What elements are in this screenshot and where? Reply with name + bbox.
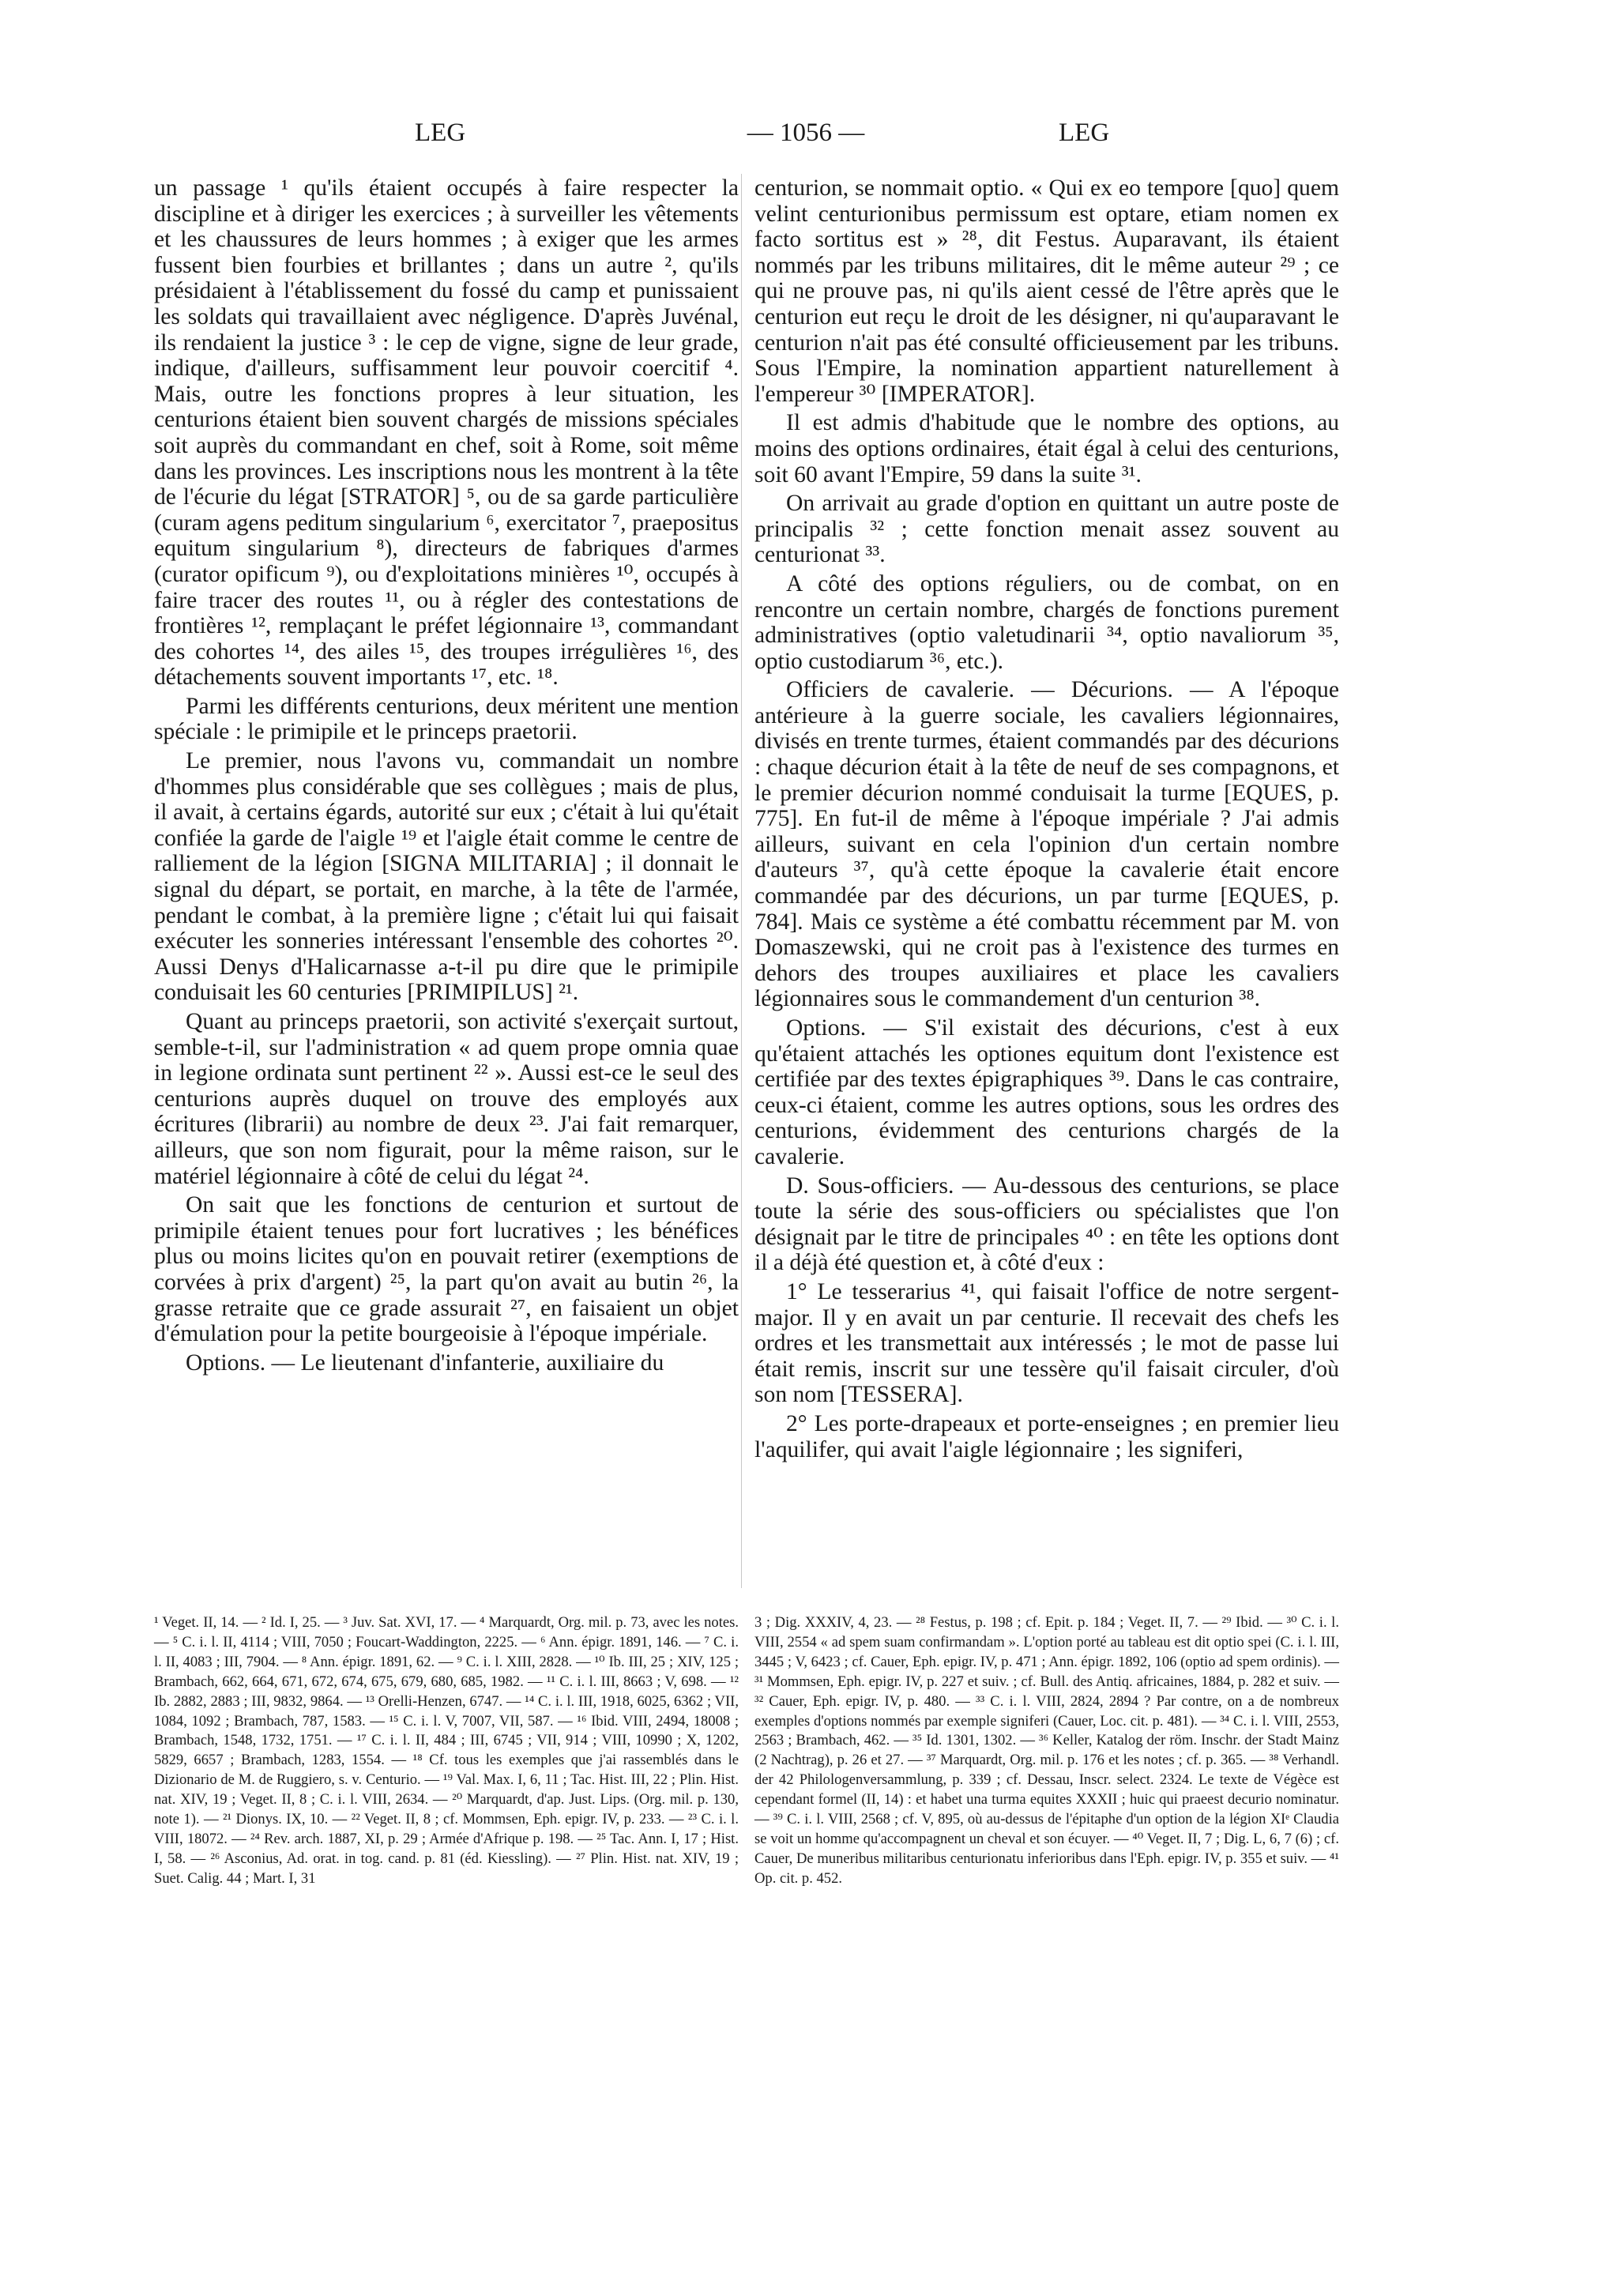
footnotes-right: 3 ; Dig. XXXIV, 4, 23. — ²⁸ Festus, p. 198 ; cf. Epit. p. 184 ; Veget. II, 7. — ²⁹ Ibid. — ³⁰ C. i. l. VIII, 2554 « ad spem suam confirmandam ». L'option porté au tableau est dit optio spei (C. i. l. III, 3445 ; V, 6423 ; cf. Cauer, Eph. epigr. IV, p. 471 ; Ann. épigr. 1892, 106 (optio ad spem ordinis). — ³¹ Mommsen, Eph. epigr. IV, p. 227 et suiv. ; cf. Bull. des Antiq. africaines, 1884, p. 282 et suiv. — ³² Cauer, Eph. epigr. IV, p. 480. — ³³ C. i. l. VIII, 2824, 2894 ? Par contre, on a de nombreux exemples d'options nommés par exemple signiferi (Cauer, Loc. cit. p. 481). — ³⁴ C. i. l. VIII, 2553, 2563 ; Brambach, 462. — ³⁵ Id. 1301, 1302. — ³⁶ Keller, Katalog der röm. Inschr. der Stadt Mainz (2 Nachtrag), p. 26 et 27. — ³⁷ Marquardt, Org. mil. p. 176 et les notes ; cf. p. 365. — ³⁸ Verhandl. der 42 Philologenversammlung, p. 339 ; cf. Dessau, Inscr. select. 2324. Le texte de Végèce est cependant formel (II, 14) : et habet una turma equites XXXII ; huic qui praeest decurio nominatur. — ³⁹ C. i. l. VIII, 2568 ; cf. V, 895, où au-dessus de l'épitaphe d'un option de la légion XIᵉ Claudia se voit un homme qu'accompagnent un cheval et son écuyer. — ⁴⁰ Veget. II, 7 ; Dig. L, 6, 7 (6) ; cf. Cauer, De muneribus militaribus centurionatu inferioribus dans l'Eph. epigr. IV, p. 355 et suiv. — ⁴¹ Op. cit. p. 452. [754,1614,1339,1887]
left-column [154,175,739,1376]
paragraph: Options. — S'il existait des décurions, c'est à eux qu'étaient attachés les optiones equitum dont l'existence est certifiée par des textes épigraphiques ³⁹. Dans le cas contraire, ceux-ci étaient, comme les autres options, sous les ordres des centurions, évidemment des centurions chargés de la cavalerie. [754,1015,1339,1169]
paragraph: Quant au princeps praetorii, son activité s'exerçait surtout, semble-t-il, sur l'administration « ad quem prope omnia quae in legione ordinata sunt pertinent ²² ». Aussi est-ce le seul des centurions auprès duquel on trouve des employés aux écritures (librarii) au nombre de deux ²³. J'ai fait remarquer, ailleurs, que son nom figurait, pour la même raison, sur le matériel légionnaire à côté de celui du légat ²⁴. [154,1009,739,1189]
paragraph: Officiers de cavalerie. — Décurions. — A l'époque antérieure à la guerre sociale, les cavaliers légionnaires, divisés en trente turmes, étaient commandés par des décurions : chaque décurion était à la tête de neuf de ses compagnons, et le premier décurion nommé conduisait la turme [EQUES, p. 775]. En fut-il de même à l'époque impériale ? J'ai admis ailleurs, suivant en cela l'opinion d'un certain nombre d'auteurs ³⁷, qu'à cette époque la cavalerie était encore commandée par des décurions, un par turme [EQUES, p. 784]. Mais ce système a été combattu récemment par M. von Domaszewski, qui ne croit pas à l'existence des turmes en dehors des troupes auxiliaires et place les cavaliers légionnaires sous le commandement d'un centurion ³⁸. [754,677,1339,1012]
running-head-left: LEG [415,119,466,147]
paragraph: On sait que les fonctions de centurion et surtout de primipile étaient tenues pour fort lucratives ; les bénéfices plus ou moins licites qu'on en pouvait retirer (exemptions de corvées à prix d'argent) ²⁵, la part qu'on avait au butin ²⁶, la grasse retraite que ce grade assurait ²⁷, en faisaient un objet d'émulation pour la petite bourgeoisie à l'époque impériale. [154,1192,739,1347]
paragraph: centurion, se nommait optio. « Qui ex eo tempore [quo] quem velint centurionibus permissum est optare, etiam nomen ex facto sortitus est » ²⁸, dit Festus. Auparavant, ils étaient nommés par les tribuns militaires, dit le même auteur ²⁹ ; ce qui ne prouve pas, ni qu'ils aient cessé de l'être après que le centurion eut reçu le droit de les désigner, ni qu'auparavant le centurion n'ait pas été consulté officieusement par les tribuns. Sous l'Empire, la nomination appartient naturellement à l'empereur ³⁰ [IMPERATOR]. [754,175,1339,407]
paragraph: Options. — Le lieutenant d'infanterie, auxiliaire du [186,1349,664,1376]
paragraph: Le premier, nous l'avons vu, commandait un nombre d'hommes plus considérable que ses collègues ; mais de plus, il avait, à certains égards, autorité sur eux ; c'était à lui qu'était confiée la garde de l'aigle ¹⁹ et l'aigle était comme le centre de ralliement de la légion [SIGNA MILITARIA] ; il donnait le signal du départ, se portait, en marche, à la tête de l'armée, pendant le combat, à la première ligne ; c'était lui qui faisait exécuter les sonneries intéressant l'ensemble des cohortes ²⁰. Aussi Denys d'Halicarnasse a-t-il pu dire que le primipile conduisait les 60 centuries [PRIMIPILUS] ²¹. [154,748,739,1006]
paragraph: Parmi les différents centurions, deux méritent une mention spéciale : le primipile et le princeps praetorii. [154,693,739,745]
right-column [754,175,1339,1462]
paragraph: Il est admis d'habitude que le nombre des options, au moins des options ordinaires, était égal à celui des centurions, soit 60 avant l'Empire, 59 dans la suite ³¹. [754,410,1339,487]
paragraph: On arrivait au grade d'option en quittant un autre poste de principalis ³² ; cette fonction menait assez souvent au centurionat ³³. [754,491,1339,568]
paragraph: un passage ¹ qu'ils étaient occupés à faire respecter la discipline et à diriger les exercices ; à surveiller les vêtements et les chaussures de leurs hommes ; à exiger que les armes fussent bien fourbies et brillantes ; dans un autre ², qu'ils présidaient à l'établissement du fossé du camp et punissaient les soldats qui travaillaient avec négligence. D'après Juvénal, ils rendaient la justice ³ : le cep de vigne, signe de leur grade, indique, d'ailleurs, suffisamment leur pouvoir coercitif ⁴. Mais, outre les fonctions propres à leur situation, les centurions étaient bien souvent chargés de missions spéciales soit auprès du commandant en chef, soit à Rome, soit même dans les provinces. Les inscriptions nous les montrent à la tête de l'écurie du légat [STRATOR] ⁵, ou de sa garde particulière (curam agens peditum singularium ⁶, exercitator ⁷, praepositus equitum singularium ⁸), directeurs de fabriques d'armes (curator opificum ⁹), ou d'exploitations minières ¹⁰, occupés à faire tracer des routes ¹¹, ou à régler des contestations de frontières ¹², remplaçant le préfet légionnaire ¹³, commandant des cohortes ¹⁴, des ailes ¹⁵, des troupes irrégulières ¹⁶, des détachements souvent importants ¹⁷, etc. ¹⁸. [154,175,739,691]
running-head-right: LEG [1059,119,1110,147]
paragraph: A côté des options réguliers, ou de combat, on en rencontre un certain nombre, chargés de fonctions purement administratives (optio valetudinarii ³⁴, optio navaliorum ³⁵, optio custodiarum ³⁶, etc.). [754,570,1339,674]
paragraph: D. Sous-officiers. — Au-dessous des centurions, se place toute la série des sous-officiers ou spécialistes que l'on désignait par le titre de principales ⁴⁰ : en tête les options dont il a déjà été question et, à côté d'eux : [754,1172,1339,1276]
paragraph: 2° Les porte-drapeaux et porte-enseignes ; en premier lieu l'aquilifer, qui avait l'aigle légionnaire ; les signiferi, [754,1410,1339,1462]
column-divider [741,174,742,1588]
paragraph: 1° Le tesserarius ⁴¹, qui faisait l'office de notre sergent-major. Il y en avait un par centurie. Il recevait des chefs les ordres et les transmettait aux intéressés ; le mot de passe lui était remis, inscrit sur une tessère qu'il faisait circuler, d'où son nom [TESSERA]. [754,1278,1339,1408]
running-head [0,119,1618,158]
page-number: — 1056 — [747,119,865,147]
footnotes-left: ¹ Veget. II, 14. — ² Id. I, 25. — ³ Juv. Sat. XVI, 17. — ⁴ Marquardt, Org. mil. p. 73, avec les notes. — ⁵ C. i. l. II, 4114 ; VIII, 7050 ; Foucart-Waddington, 2225. — ⁶ Ann. épigr. 1891, 146. — ⁷ C. i. l. II, 4083 ; III, 7904. — ⁸ Ann. épigr. 1891, 62. — ⁹ C. i. l. XIII, 2828. — ¹⁰ Ib. III, 25 ; XIV, 125 ; Brambach, 662, 664, 671, 672, 674, 675, 679, 680, 685, 1982. — ¹¹ C. i. l. III, 8663 ; V, 698. — ¹² Ib. 2882, 2883 ; III, 9832, 9864. — ¹³ Orelli-Henzen, 6747. — ¹⁴ C. i. l. III, 1918, 6025, 6362 ; VII, 1084, 1092 ; Brambach, 787, 1583. — ¹⁵ C. i. l. V, 7007, VII, 587. — ¹⁶ Ibid. VIII, 2494, 18008 ; Brambach, 1548, 1732, 1751. — ¹⁷ C. i. l. II, 484 ; III, 6745 ; VII, 914 ; VIII, 10990 ; X, 1202, 5829, 6657 ; Brambach, 1283, 1554. — ¹⁸ Cf. tous les exemples que j'ai rassemblés dans le Dizionario de M. de Ruggiero, s. v. Centurio. — ¹⁹ Val. Max. I, 6, 11 ; Tac. Hist. III, 22 ; Plin. Hist. nat. XIV, 19 ; Veget. II, 8 ; C. i. l. VIII, 2634. — ²⁰ Marquardt, d'ap. Just. Lips. (Org. mil. p. 130, note 1). — ²¹ Dionys. IX, 10. — ²² Veget. II, 8 ; cf. Mommsen, Eph. epigr. IV, p. 233. — ²³ C. i. l. VIII, 18072. — ²⁴ Rev. arch. 1887, XI, p. 29 ; Armée d'Afrique p. 198. — ²⁵ Tac. Ann. I, 17 ; Hist. I, 58. — ²⁶ Asconius, Ad. orat. in tog. cand. p. 81 (éd. Kiessling). — ²⁷ Plin. Hist. nat. XIV, 19 ; Suet. Calig. 44 ; Mart. I, 31 [154,1614,739,1887]
